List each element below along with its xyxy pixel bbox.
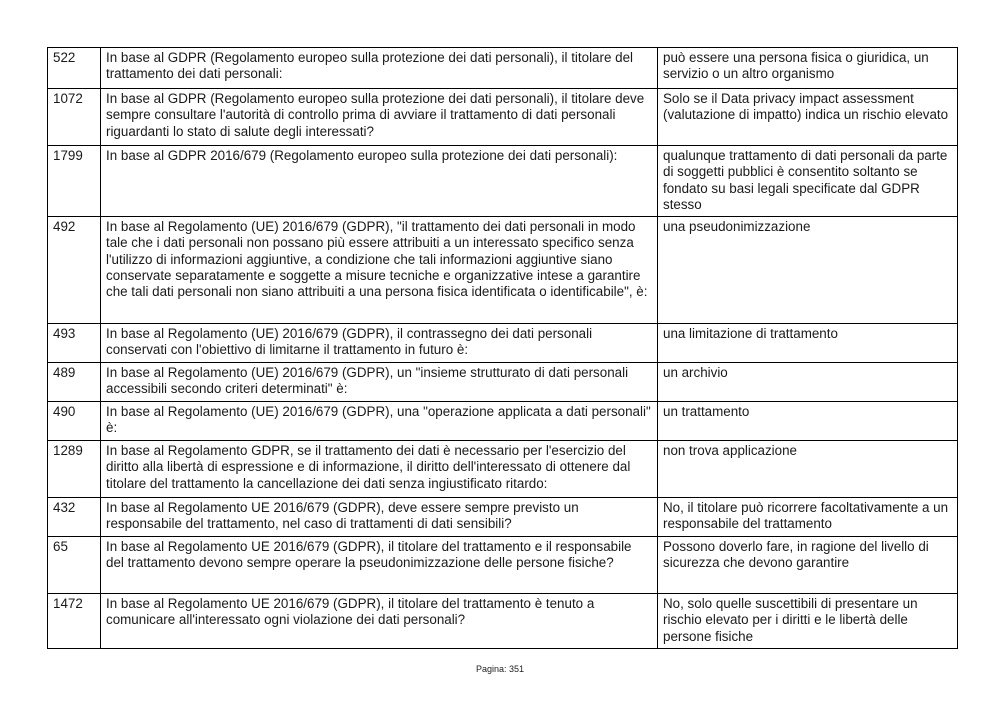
table-row — [48, 441, 958, 498]
question-text: In base al GDPR (Regolamento europeo sulla protezione dei dati personali), il titolare del trattamento dei dati personali: — [101, 48, 658, 89]
question-text: In base al Regolamento UE 2016/679 (GDPR), il titolare del trattamento e il responsabile del trattamento devono sempre operare la pseudonimizzazione delle persone fisiche? — [101, 537, 658, 594]
question-id: 489 — [48, 363, 101, 402]
question-id: 492 — [48, 217, 101, 324]
table-row — [48, 363, 958, 402]
question-text: In base al Regolamento (UE) 2016/679 (GDPR), una "operazione applicata a dati personali" è: — [101, 402, 658, 441]
question-id: 432 — [48, 498, 101, 537]
table-row — [48, 594, 958, 649]
question-text: In base al Regolamento UE 2016/679 (GDPR), il titolare del trattamento è tenuto a comunicare all'interessato ogni violazione dei dati personali? — [101, 594, 658, 649]
question-text: In base al GDPR 2016/679 (Regolamento europeo sulla protezione dei dati personali): — [101, 146, 658, 217]
table-row — [48, 324, 958, 363]
table-row — [48, 217, 958, 324]
table-row — [48, 498, 958, 537]
answer-text: qualunque trattamento di dati personali da parte di soggetti pubblici è consentito soltanto se fondato su basi legali specificate dal GDPR stesso — [658, 146, 958, 217]
question-text: In base al GDPR (Regolamento europeo sulla protezione dei dati personali), il titolare deve sempre consultare l'autorità di controllo prima di avviare il trattamento di dati personali riguardanti lo stato di salute degli interessati? — [101, 89, 658, 146]
answer-text: una pseudonimizzazione — [658, 217, 958, 324]
question-id: 1472 — [48, 594, 101, 649]
answer-text: un trattamento — [658, 402, 958, 441]
table-row — [48, 537, 958, 594]
answer-text: una limitazione di trattamento — [658, 324, 958, 363]
question-id: 1289 — [48, 441, 101, 498]
question-text: In base al Regolamento GDPR, se il trattamento dei dati è necessario per l'esercizio del diritto alla libertà di espressione e di informazione, il diritto dell'interessato di ottenere dal titolare del trattamento la cancellazione dei dati senza ingiustificato ritardo: — [101, 441, 658, 498]
answer-text: può essere una persona fisica o giuridica, un servizio o un altro organismo — [658, 48, 958, 89]
table-row — [48, 146, 958, 217]
question-id: 1072 — [48, 89, 101, 146]
table-row — [48, 48, 958, 89]
question-id: 522 — [48, 48, 101, 89]
table-row — [48, 402, 958, 441]
answer-text: un archivio — [658, 363, 958, 402]
question-id: 1799 — [48, 146, 101, 217]
question-id: 65 — [48, 537, 101, 594]
question-text: In base al Regolamento (UE) 2016/679 (GDPR), "il trattamento dei dati personali in modo tale che i dati personali non possano più essere attribuiti a un interessato specifico senza l'utilizzo di informazioni aggiuntive, a condizione che tali informazioni aggiuntive siano conservate separatamente e soggette a misure tecniche e organizzative intese a garantire che tali dati personali non siano attribuiti a una persona fisica identificata o identificabile", è: — [101, 217, 658, 324]
question-table — [47, 47, 958, 649]
answer-text: non trova applicazione — [658, 441, 958, 498]
question-id: 493 — [48, 324, 101, 363]
question-text: In base al Regolamento UE 2016/679 (GDPR), deve essere sempre previsto un responsabile del trattamento, nel caso di trattamenti di dati sensibili? — [101, 498, 658, 537]
table-row — [48, 89, 958, 146]
answer-text: Solo se il Data privacy impact assessment (valutazione di impatto) indica un rischio elevato — [658, 89, 958, 146]
question-id: 490 — [48, 402, 101, 441]
answer-text: No, il titolare può ricorrere facoltativamente a un responsabile del trattamento — [658, 498, 958, 537]
question-text: In base al Regolamento (UE) 2016/679 (GDPR), un "insieme strutturato di dati personali accessibili secondo criteri determinati" è: — [101, 363, 658, 402]
answer-text: Possono doverlo fare, in ragione del livello di sicurezza che devono garantire — [658, 537, 958, 594]
page-number-footer: Pagina: 351 — [475, 664, 525, 674]
question-text: In base al Regolamento (UE) 2016/679 (GDPR), il contrassegno dei dati personali conservati con l'obiettivo di limitarne il trattamento in futuro è: — [101, 324, 658, 363]
answer-text: No, solo quelle suscettibili di presentare un rischio elevato per i diritti e le libertà delle persone fisiche — [658, 594, 958, 649]
